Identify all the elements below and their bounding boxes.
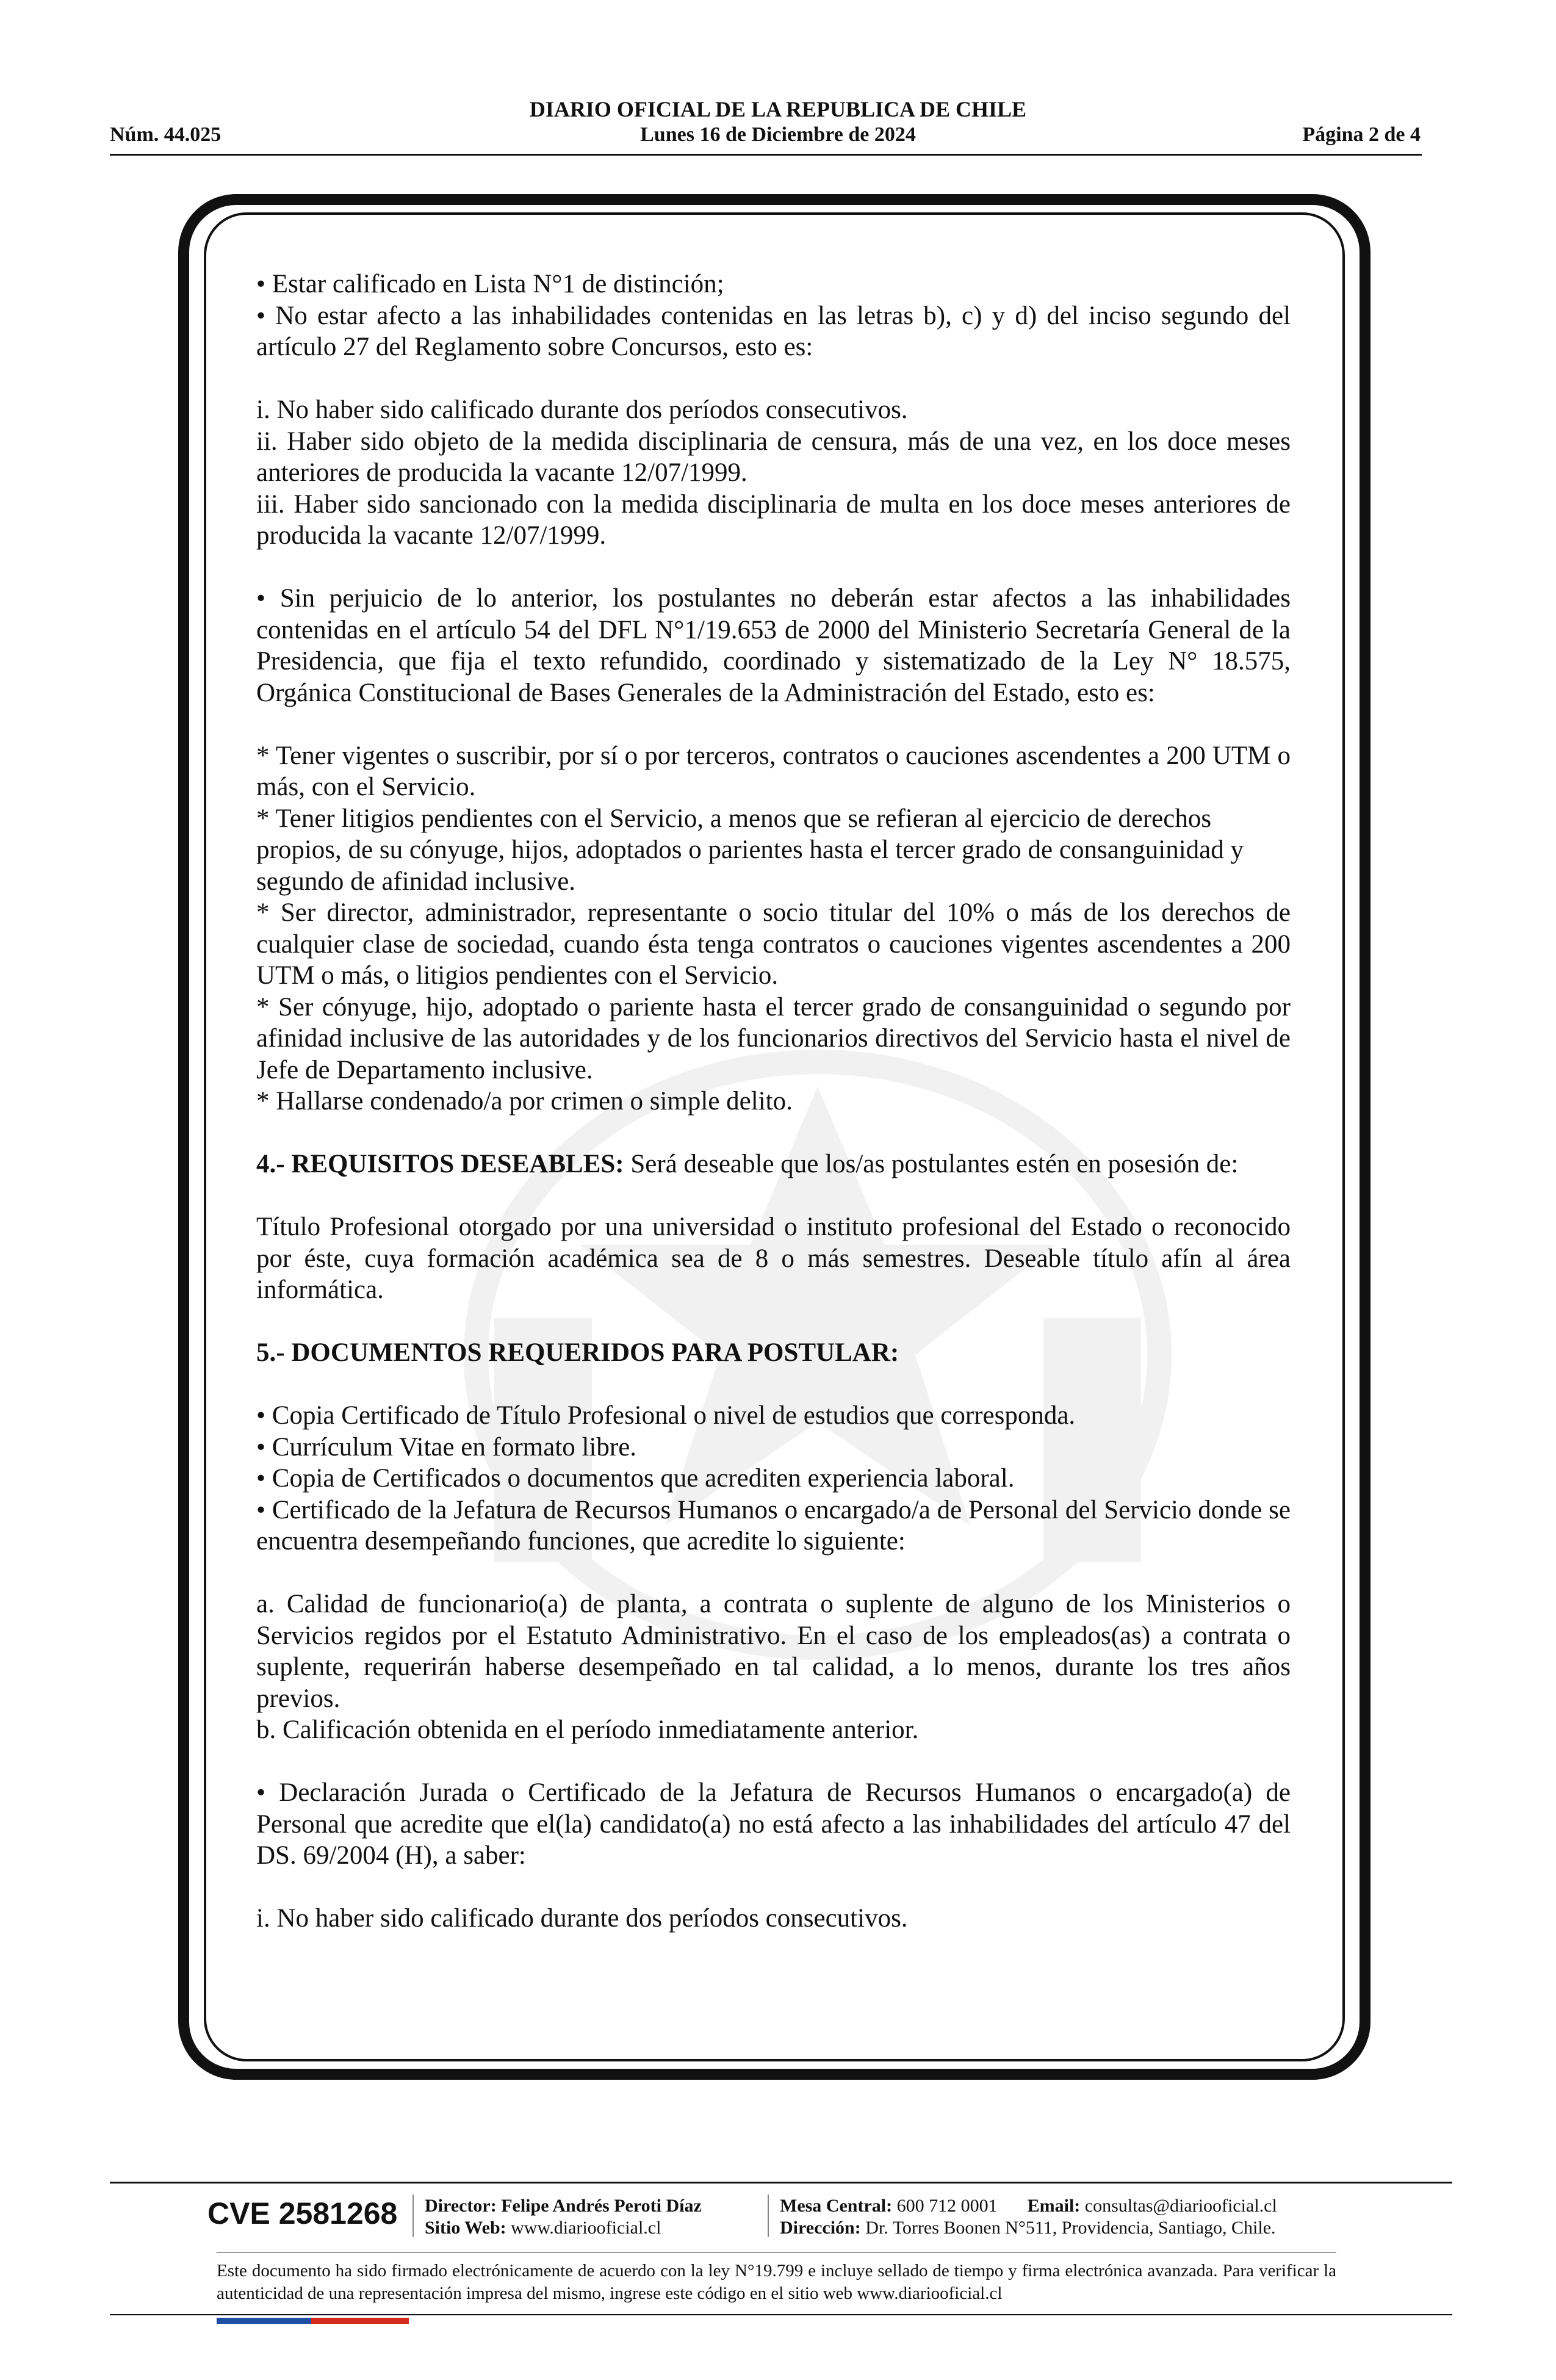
section-4-intro: Será deseable que los/as postulantes estén en posesión de:: [624, 1150, 1239, 1178]
document-bullet: • Certificado de la Jefatura de Recursos Humanos o encargado/a de Personal del Servicio donde se encuentra desempeñando funciones, que acredite lo siguiente:: [256, 1495, 1291, 1556]
address-line: [780, 2218, 1276, 2238]
email-label: Email:: [1027, 2196, 1081, 2216]
contact-line: [780, 2196, 1277, 2216]
director-label: Director:: [425, 2196, 497, 2216]
inhability-item: i. No haber sido calificado durante dos períodos consecutivos.: [256, 395, 908, 424]
document-bullet: • Declaración Jurada o Certificado de la Jefatura de Recursos Humanos o encargado(a) de Personal que acredite que el(la) candidato(a) no está afecto a las inhabilidades del artículo 47 del DS. 69/2004 (H), a saber:: [256, 1778, 1291, 1870]
certificate-item: b. Calificación obtenida en el período inmediatamente anterior.: [256, 1715, 919, 1744]
signature-note: Este documento ha sido firmado electrónicamente de acuerdo con la ley N°19.799 e incluye sellado de tiempo y firma electrónica avanzada. Para verificar la autenticidad de una representación impresa del mismo, ingrese este código en el sitio web www.diariooficial.cl: [217, 2261, 1336, 2303]
inhability-item: * Ser cónyuge, hijo, adoptado o pariente hasta el tercer grado de consanguinidad o segundo por afinidad inclusive de las autoridades y de los funcionarios directivos del Servicio hasta el nivel de Jefe de Departamento inclusive.: [256, 992, 1291, 1084]
email-link[interactable]: consultas@diariooficial.cl: [1084, 2196, 1277, 2216]
flag-stripe-blue: [217, 2318, 311, 2324]
inhability-item: i. No haber sido calificado durante dos períodos consecutivos.: [256, 1904, 908, 1933]
inhability-item: ii. Haber sido objeto de la medida disciplinaria de censura, más de una vez, en los doce meses anteriores de producida la vacante 12/07/1999.: [256, 427, 1291, 487]
issue-date: Lunes 16 de Diciembre de 2024: [640, 123, 916, 146]
section-4-heading: 4.- REQUISITOS DESEABLES:: [256, 1150, 624, 1178]
director-name: Felipe Andrés Peroti Díaz: [501, 2196, 702, 2216]
phone-value: 600 712 0001: [896, 2196, 998, 2216]
document-body: [256, 269, 1291, 1935]
address-label: Dirección:: [780, 2218, 861, 2238]
website-label: Sitio Web:: [425, 2218, 506, 2238]
section-5-heading: 5.- DOCUMENTOS REQUERIDOS PARA POSTULAR:: [256, 1338, 899, 1367]
footer-rule-bottom: [110, 2314, 1452, 2315]
website-line: [425, 2218, 661, 2238]
address-value: Dr. Torres Boonen N°511, Providencia, Santiago, Chile.: [865, 2218, 1276, 2238]
requirement-bullet: • Estar calificado en Lista N°1 de distinción;: [256, 270, 724, 298]
document-bullet: • Copia de Certificados o documentos que acrediten experiencia laboral.: [256, 1464, 1015, 1493]
header-rule: [110, 154, 1422, 156]
page-indicator: Página 2 de 4: [1302, 123, 1421, 146]
inhability-item: * Hallarse condenado/a por crimen o simple delito.: [256, 1087, 793, 1116]
requirement-bullet: • No estar afecto a las inhabilidades contenidas en las letras b), c) y d) del inciso segundo del artículo 27 del Reglamento sobre Concursos, esto es:: [256, 301, 1291, 361]
footer-rule-top: [110, 2182, 1452, 2183]
issue-number: Núm. 44.025: [110, 123, 222, 146]
certificate-item: a. Calidad de funcionario(a) de planta, a contrata o suplente de alguno de los Ministerios o Servicios regidos por el Estatuto Administrativo. En el caso de los empleados(as) a contrata o suplente, requerirán haberse desempeñado en tal calidad, a lo menos, durante los tres años previos.: [256, 1590, 1291, 1713]
footer-separator: [412, 2194, 414, 2237]
publication-title: DIARIO OFICIAL DE LA REPUBLICA DE CHILE: [529, 97, 1027, 121]
document-bullet: • Copia Certificado de Título Profesional o nivel de estudios que corresponda.: [256, 1401, 1076, 1430]
section-5-paragraph: [256, 1337, 1291, 1369]
inhability-item: * Ser director, administrador, representante o socio titular del 10% o más de los derechos de cualquier clase de sociedad, cuando ésta tenga contratos o cauciones vigentes ascendentes a 200 UTM o más, o litigios pendientes con el Servicio.: [256, 898, 1291, 990]
document-bullet: • Currículum Vitae en formato libre.: [256, 1432, 637, 1462]
cve-code: CVE 2581268: [207, 2196, 398, 2230]
section-4-text: Título Profesional otorgado por una universidad o instituto profesional del Estado o reconocido por éste, cuya formación académica sea de 8 o más semestres. Deseable título afín al área informática.: [256, 1213, 1291, 1304]
director-line: [425, 2196, 702, 2216]
footer-separator: [768, 2194, 769, 2237]
requirement-bullet: • Sin perjuicio de lo anterior, los postulantes no deberán estar afectos a las inhabilidades contenidas en el artículo 54 del DFL N°1/19.653 de 2000 del Ministerio Secretaría General de la Presidencia, que fija el texto refundido, coordinado y sistematizado de la Ley N° 18.575, Orgánica Constitucional de Bases Generales de la Administración del Estado, esto es:: [256, 584, 1291, 707]
phone-label: Mesa Central:: [780, 2196, 893, 2216]
website-link[interactable]: www.diariooficial.cl: [511, 2218, 661, 2238]
inhability-item: * Tener litigios pendientes con el Servicio, a menos que se refieran al ejercicio de derechos propios, de su cónyuge, hijos, adoptados o parientes hasta el tercer grado de consanguinidad y segundo de afinidad inclusive.: [256, 804, 1244, 896]
inhability-item: iii. Haber sido sancionado con la medida disciplinaria de multa en los doce meses anteriores de producida la vacante 12/07/1999.: [256, 489, 1291, 550]
inhability-item: * Tener vigentes o suscribir, por sí o por terceros, contratos o cauciones ascendentes a 200 UTM o más, con el Servicio.: [256, 741, 1291, 801]
footer-divider: [217, 2252, 1336, 2253]
flag-stripe-red: [311, 2318, 409, 2324]
section-4-paragraph: [256, 1149, 1291, 1180]
